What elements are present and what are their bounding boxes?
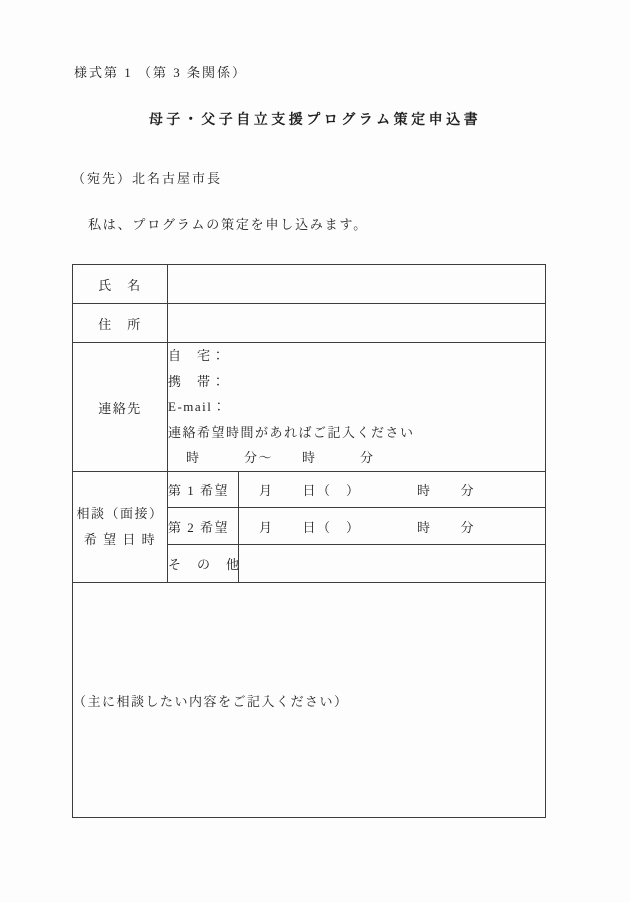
- wish2-label: 第 2 希望: [168, 508, 239, 545]
- consultation-content-cell: [73, 583, 546, 818]
- contact-home-line: 自 宅：: [168, 348, 227, 364]
- wish2-date-right: 時 分: [416, 519, 475, 535]
- address-label: 住 所: [73, 304, 168, 343]
- interview-label: [73, 472, 168, 583]
- addressee-line: （宛先）北名古屋市長: [72, 171, 223, 186]
- contact-mobile-line: 携 帯：: [168, 373, 227, 389]
- application-table: [72, 264, 546, 818]
- intro-sentence: 私は、プログラムの策定を申し込みます。: [88, 217, 369, 232]
- contact-detail-cell: [168, 343, 546, 472]
- contact-time-range-line: 時 分～ 時 分: [186, 450, 375, 466]
- contact-row: [73, 343, 546, 472]
- contact-note-line: 連絡希望時間があればご記入ください: [168, 424, 415, 440]
- other-label: そ の 他: [168, 545, 239, 583]
- name-input-cell: [168, 265, 546, 304]
- other-input-cell: [239, 545, 546, 583]
- contact-label: 連絡先: [73, 343, 168, 472]
- consultation-content-row: [73, 583, 546, 818]
- wish1-date-left: 月 日（ ）: [259, 483, 361, 498]
- wish2-date-cell: [239, 508, 546, 545]
- interview-wish1-row: [73, 472, 546, 508]
- interview-label-line2: 希 望 日 時: [83, 532, 157, 547]
- name-label: 氏 名: [73, 265, 168, 304]
- wish1-date-cell: [239, 472, 546, 508]
- wish2-date-left: 月 日（ ）: [259, 519, 361, 535]
- contact-email-line: E-mail：: [168, 399, 227, 415]
- document-title: 母子・父子自立支援プログラム策定申込書: [148, 113, 482, 128]
- address-input-cell: [168, 304, 546, 343]
- interview-label-line1: 相談（面接）: [76, 506, 164, 521]
- address-row: [73, 304, 546, 343]
- form-id-text: 様式第 1 （第 3 条関係）: [74, 65, 248, 80]
- name-row: [73, 265, 546, 304]
- consultation-content-note: （主に相談したい内容をご記入ください）: [73, 693, 349, 709]
- wish1-label: 第 1 希望: [168, 472, 239, 508]
- wish1-date-right: 時 分: [416, 483, 475, 498]
